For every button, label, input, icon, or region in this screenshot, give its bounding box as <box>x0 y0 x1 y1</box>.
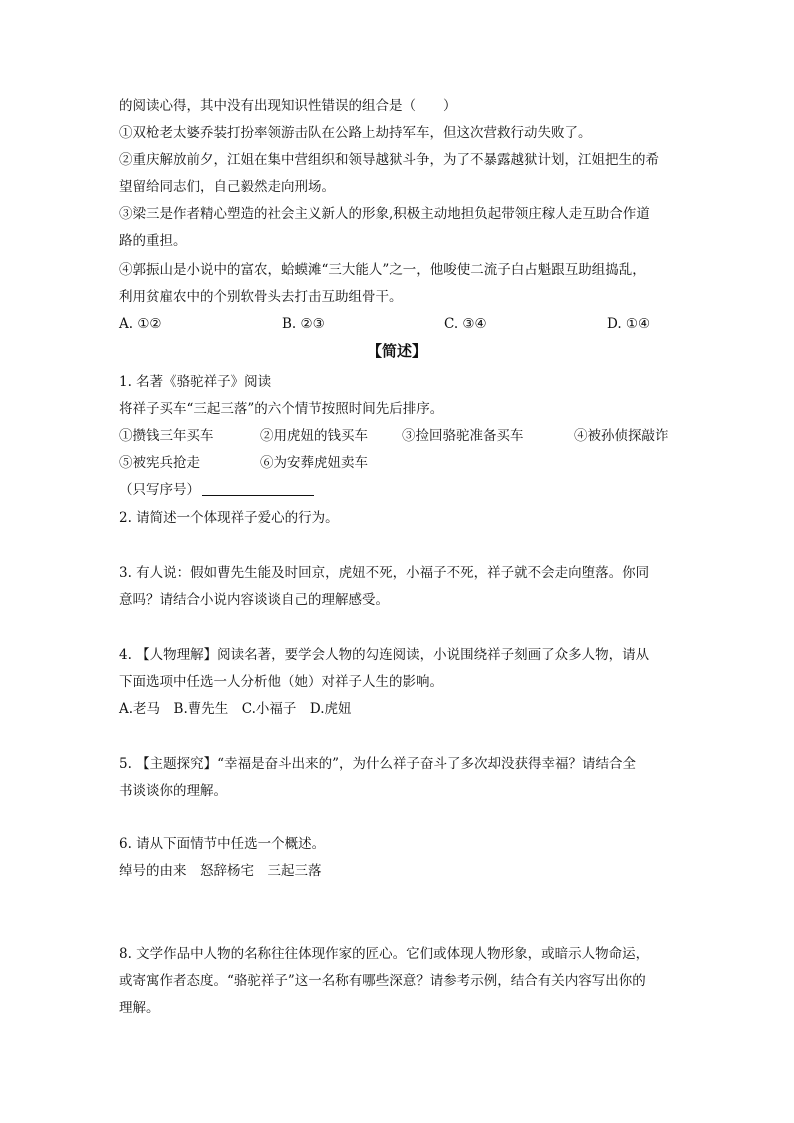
event-4: ④被孙侦探敲诈 <box>574 428 669 444</box>
q8-line-3: 理解。 <box>119 1000 160 1016</box>
q4-line-2: 下面选项中任选一人分析他（她）对祥子人生的影响。 <box>119 674 443 690</box>
q3-line-1: 3. 有人说：假如曹先生能及时回京，虎妞不死，小福子不死，祥子就不会走向堕落。你同 <box>119 565 650 581</box>
q1-prompt: 将祥子买车“三起三落”的六个情节按照时间先后排序。 <box>119 401 444 417</box>
section-title: 【简述】 <box>366 342 427 360</box>
q4-choices: A.老马 B.曹先生 C.小福子 D.虎妞 <box>119 701 352 717</box>
event-2: ②用虎妞的钱买车 <box>260 428 368 444</box>
q3-line-2: 意吗？请结合小说内容谈谈自己的理解感受。 <box>119 592 389 608</box>
option-b: B. ②③ <box>282 316 325 332</box>
option-c: C. ③④ <box>444 316 487 332</box>
question-intro: 的阅读心得，其中没有出现知识性错误的组合是（ ） <box>119 98 457 114</box>
q1-answer-line <box>119 480 314 500</box>
q8-line-2: 或寄寓作者态度。“骆驼祥子”这一名称有哪些深意？请参考示例，结合有关内容写出你的 <box>119 973 646 989</box>
event-6: ⑥为安葬虎妞卖车 <box>260 455 368 471</box>
q6-choices: 绰号的由来 怒辞杨宅 三起三落 <box>119 863 322 879</box>
statement-2-line-1: ②重庆解放前夕，江姐在集中营组织和领导越狱斗争，为了不暴露越狱计划，江姐把生的希 <box>119 152 659 168</box>
q2-text: 2. 请简述一个体现祥子爱心的行为。 <box>119 510 339 526</box>
event-1: ①攒钱三年买车 <box>119 428 214 444</box>
q6-title: 6. 请从下面情节中任选一个概述。 <box>119 836 326 852</box>
q1-answer-label: （只写序号） <box>119 482 200 498</box>
q8-line-1: 8. 文学作品中人物的名称往往体现作家的匠心。它们或体现人物形象，或暗示人物命运， <box>119 946 650 962</box>
q5-line-2: 书谈谈你的理解。 <box>119 783 227 799</box>
statement-1: ①双枪老太婆乔装打扮率领游击队在公路上劫持军车，但这次营救行动失败了。 <box>119 125 592 141</box>
statement-3-line-1: ③梁三是作者精心塑造的社会主义新人的形象,积极主动地担负起带领庄稼人走互助合作道 <box>119 206 650 222</box>
option-d: D. ①④ <box>607 316 651 332</box>
q5-line-1: 5. 【主题探究】“幸福是奋斗出来的”，为什么祥子奋斗了多次却没获得幸福？请结合全 <box>119 756 636 772</box>
statement-2-line-2: 望留给同志们，自己毅然走向刑场。 <box>119 179 335 195</box>
q1-title: 1. 名著《骆驼祥子》阅读 <box>119 374 272 390</box>
option-a: A. ①② <box>119 316 162 332</box>
event-5: ⑤被宪兵抢走 <box>119 455 200 471</box>
statement-4-line-1: ④郭振山是小说中的富农，蛤蟆滩“三大能人”之一，他唆使二流子白占魁跟互助组捣乱， <box>119 262 646 278</box>
statement-3-line-2: 路的重担。 <box>119 233 187 249</box>
event-3: ③捡回骆驼准备买车 <box>402 428 524 444</box>
q4-line-1: 4. 【人物理解】阅读名著，要学会人物的勾连阅读，小说围绕祥子刻画了众多人物，请从 <box>119 647 650 663</box>
q1-answer-blank[interactable] <box>202 481 314 496</box>
statement-4-line-2: 利用贫雇农中的个别软骨头去打击互助组骨干。 <box>119 289 403 305</box>
